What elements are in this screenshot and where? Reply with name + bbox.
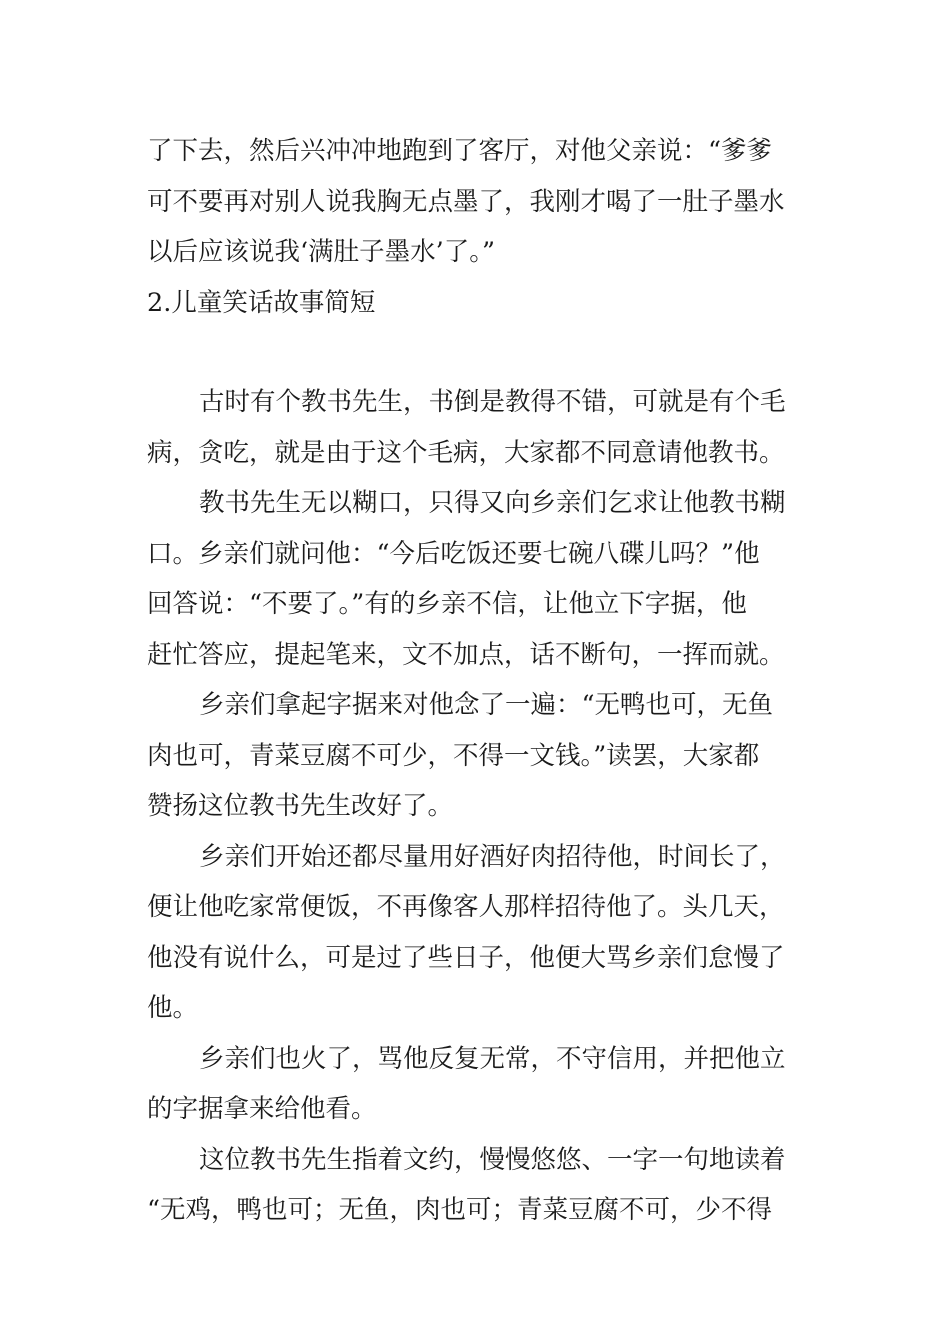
text-line: 以后应该说我‘满肚子墨水’了。”: [147, 237, 495, 267]
text-line: 赞扬这位教书先生改好了。: [147, 791, 454, 821]
paragraph: [147, 680, 807, 832]
text-line: 教书先生无以糊口，只得又向乡亲们乞求让他教书糊: [199, 488, 786, 518]
text-line: 回答说：“不要了。”有的乡亲不信，让他立下字据，他: [147, 589, 747, 619]
text-line: 了下去，然后兴冲冲地跑到了客厅，对他父亲说：“爹爹: [147, 136, 773, 166]
text-line: 病，贪吃，就是由于这个毛病，大家都不同意请他教书。: [147, 437, 785, 468]
text-line: 这位教书先生指着文约，慢慢悠悠、一字一句地读着: [199, 1144, 786, 1175]
text-line: 他没有说什么，可是过了些日子，他便大骂乡亲们怠慢了: [147, 942, 785, 973]
text-line: 肉也可，青菜豆腐不可少，不得一文钱。”读罢，大家都: [147, 740, 760, 771]
document-body: [147, 126, 807, 1236]
text-line: “无鸡，鸭也可；无鱼，肉也可；青菜豆腐不可，少不得: [147, 1195, 773, 1225]
text-line: 他。: [147, 993, 199, 1023]
paragraph: [147, 832, 807, 1034]
text-line: 口。乡亲们就问他：“今后吃饭还要七碗八碟儿吗？”他: [147, 538, 760, 569]
continued-paragraph: [147, 126, 807, 278]
paragraph: [147, 478, 807, 680]
paragraph: [147, 377, 807, 478]
text-line: 乡亲们开始还都尽量用好酒好肉招待他，时间长了，: [199, 841, 786, 872]
text-line: 可不要再对别人说我胸无点墨了，我刚才喝了一肚子墨水: [147, 186, 785, 217]
section-heading: 2.儿童笑话故事简短: [147, 287, 376, 318]
text-line: 古时有个教书先生，书倒是教得不错，可就是有个毛: [199, 387, 786, 417]
text-line: 赶忙答应，提起笔来，文不加点，话不断句，一挥而就。: [147, 639, 785, 670]
blank-gap: [147, 328, 807, 377]
paragraph: [147, 1135, 807, 1236]
text-line: 便让他吃家常便饭，不再像客人那样招待他了。头几天，: [147, 892, 785, 922]
text-line: 乡亲们拿起字据来对他念了一遍：“无鸭也可，无鱼: [199, 690, 774, 720]
paragraph: [147, 1034, 807, 1135]
text-line: 乡亲们也火了，骂他反复无常，不守信用，并把他立: [199, 1043, 786, 1074]
text-line: 的字据拿来给他看。: [147, 1094, 377, 1124]
